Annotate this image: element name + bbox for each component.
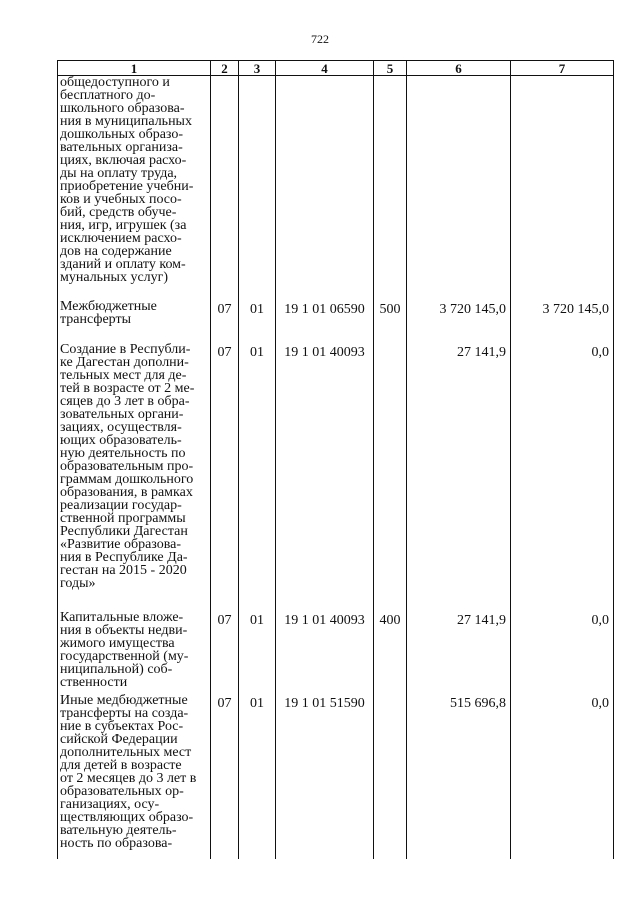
row-description: Капитальные вложе- ния в объекты недви- жимого имущества государственной (му- ниципальной) соб- ственности (60, 610, 189, 690)
page-number: 722 (311, 32, 329, 46)
column-header-7: 7 (511, 61, 614, 76)
row-expense-type: 400 (374, 611, 407, 694)
column-header-6: 6 (407, 61, 511, 76)
row-amount-2: 3 720 145,0 (511, 300, 614, 343)
row-amount-2: 0,0 (511, 611, 614, 694)
row-description: Иные медбюджетные трансферты на созда- ние в субъектах Рос- сийской Федерации дополнительных мест для детей в возрасте от 2 месяцев до 3 лет в образовательных ор- ганизациях, осу- ществляющих образо- вательную деятель- ность по образова- (60, 693, 197, 851)
row-subsection: 01 (239, 300, 276, 343)
row-amount-2 (511, 76, 614, 301)
column-header-5: 5 (374, 61, 407, 76)
row-target-article: 19 1 01 40093 (276, 343, 374, 611)
table-row (58, 694, 614, 859)
row-target-article: 19 1 01 51590 (276, 694, 374, 859)
row-subsection (239, 76, 276, 301)
row-description: общедоступного и бесплатного до- школьного образова- ния в муниципальных дошкольных образо- вательных организа- циях, включая расхо- ды на оплату труда, приобретение учебни- ков и учебных посо- бий, средств обуче- ния, игр, игрушек (за исключением расхо- дов на содержание зданий и оплату ком- мунальных услуг) (60, 75, 194, 285)
row-amount-1: 515 696,8 (407, 694, 511, 859)
table-row (58, 76, 614, 301)
row-target-article: 19 1 01 40093 (276, 611, 374, 694)
row-subsection: 01 (239, 694, 276, 859)
table-row (58, 300, 614, 343)
row-target-article (276, 76, 374, 301)
row-section (211, 76, 239, 301)
row-amount-1: 27 141,9 (407, 611, 511, 694)
row-section: 07 (211, 611, 239, 694)
row-amount-2: 0,0 (511, 343, 614, 611)
column-header-3: 3 (239, 61, 276, 76)
row-section: 07 (211, 694, 239, 859)
row-section: 07 (211, 300, 239, 343)
budget-table (57, 60, 614, 859)
row-description: Создание в Республи- ке Дагестан дополни- тельных мест для де- тей в возрасте от 2 ме- сяцев до 3 лет в обра- зовательных органи- зациях, осуществля- ющих образователь- ную деятельность по образовательным про- граммам дошкольного образования, в рамках реализации государ- ственной программы Республики Дагестан «Развитие образова- ния в Республике Да- гестан на 2015 - 2020 годы» (60, 342, 195, 591)
row-section: 07 (211, 343, 239, 611)
row-amount-1: 3 720 145,0 (407, 300, 511, 343)
row-amount-1: 27 141,9 (407, 343, 511, 611)
column-header-2: 2 (211, 61, 239, 76)
row-target-article: 19 1 01 06590 (276, 300, 374, 343)
row-amount-1 (407, 76, 511, 301)
row-subsection: 01 (239, 611, 276, 694)
row-expense-type (374, 694, 407, 859)
header-row (58, 61, 614, 76)
row-expense-type (374, 76, 407, 301)
row-expense-type (374, 343, 407, 611)
column-header-1: 1 (58, 61, 211, 76)
row-subsection: 01 (239, 343, 276, 611)
row-description: Межбюджетные трансферты (60, 299, 157, 327)
table-row (58, 343, 614, 611)
column-header-4: 4 (276, 61, 374, 76)
row-amount-2: 0,0 (511, 694, 614, 859)
table-row (58, 611, 614, 694)
row-expense-type: 500 (374, 300, 407, 343)
